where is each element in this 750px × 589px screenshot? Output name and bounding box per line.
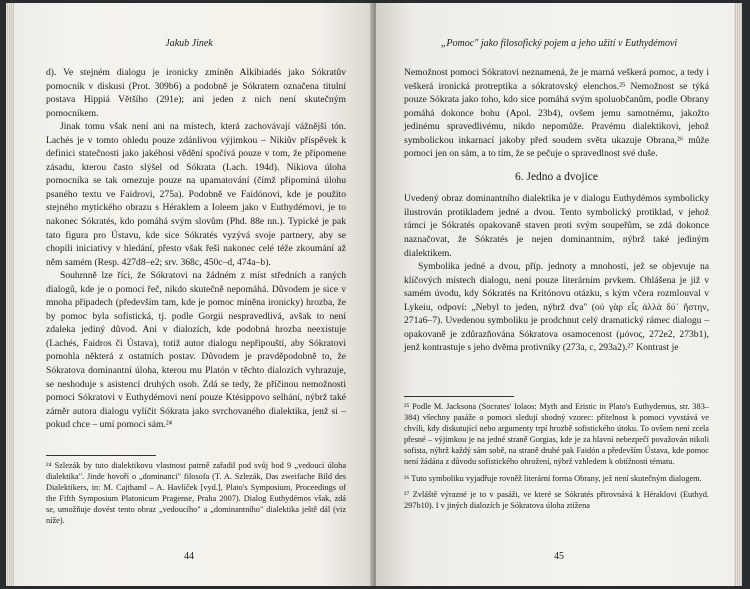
right-body-text bbox=[404, 66, 709, 355]
left-running-header: Jakub Jinek bbox=[165, 38, 213, 49]
left-paragraph-3: Souhrnně lze říci, že Sókratovi na žádném z míst středních a raných dialogů, kde je o pomoci řeč, nikdo skutečně nepomáhá. Důvodem je sice v mnoha případech (především tam, kde je pomoc míněna ironicky) hrozba, že by pomoc byla sofistická, tj. podle Gorgii nespravedlivá, avšak to není zdaleka jediný důvod. Ani v dialozích, kde podobná hrozba neexistuje (Lachés, Faidros či Ústava), totiž autor dialogu nepřipouští, aby Sókratovi pomohla některá z ostatních postav. Důvodem je pravděpodobně to, že Sókratova dominantní úloha, kterou mu Platón v těchto dialozích vyhrazuje, se neshoduje s asistencí druhých osob. Zdá se tedy, že příčinou nemožnosti pomoci Sókratovi v Euthydémovi není pouze Ktésippovo selhání, nýbrž také záměr autora dialogu vylíčit Sókrata jako svrchovaného dialektika, jenž si – pokud chce – umí pomoci sám.²⁴ bbox=[46, 270, 346, 431]
left-paragraph-1: d). Ve stejném dialogu je ironicky zmíněn Alkibiadés jako Sókratův pomocník v diskusi (Prot. 309b6) a podobně je Sókratem označena titulní postava Hippiá Většího (291e); ani jeden z nich není skutečným pomocníkem. bbox=[46, 67, 346, 119]
right-footnote-26: ²⁶ Tuto symboliku vyjadřuje rovněž literární forma Obrany, jež není skutečným dialogem. bbox=[404, 473, 702, 483]
section-heading: 6. Jedno a dvojice bbox=[514, 170, 599, 183]
book-spread bbox=[6, 3, 746, 586]
right-page bbox=[376, 3, 742, 586]
right-paragraph-2: Uvedený obraz dominantního dialektika je v dialogu Euthydémos symbolicky ilustrován protikladem jedné a dvou. Tento symbolický protiklad, v jehož rámci je Sókratés opakovaně staven proti svým soupeřům, se zdá dokonce naznačovat, že Sókratés je nejen dominantním, nýbrž také jediným dialektikem. bbox=[404, 193, 709, 259]
right-page-number: 45 bbox=[554, 551, 564, 562]
right-footnote-27: ²⁷ Zvláště výrazné je to v pasáži, ve které se Sókratés přirovnává k Héraklovi (Euthyd. 297b10). I v jiných dialozích je Sókratova úloha ztížena bbox=[404, 489, 709, 510]
right-paragraph-3: Symbolika jedné a dvou, příp. jednoty a mnohosti, jež se objevuje na klíčových místech dialogu, není pouze literárním prvkem. Ohlášena je již v samém úvodu, kdy Sókratés na Kritónovu otázku, s kým včera rozmlouval v Lykeiu, odpoví: „Nebyl to jeden, nýbrž dva" (οὐ γὰρ εἷς ἀλλὰ δύ᾽ ἤστην, 271a6–7). Uvedenou symboliku je prodchnut celý dramatický rámec dialogu – opakovaně je zdůrazňována Sókratova osamocenost (μόνος, 272e2, 273b1), jenž kontrastuje s jeho dvěma protivníky (273a, c, 293a2).²⁷ Kontrast je bbox=[404, 261, 709, 354]
left-body-text bbox=[46, 66, 346, 432]
page-edge-right bbox=[734, 3, 742, 586]
page-edge-left bbox=[6, 3, 14, 586]
left-footnote: ²⁴ Szlezák by tuto dialektikovu vlastnost patrně zařadil pod svůj bod 9 „vedoucí úloha dialektika". Jinde hovoří o „dominanci" filosofa (T. A. Szlezák, Das zweifache Bild des Dialektikers, in: M. Cajthaml – A. Havlíček [vyd.], Plato's Symposium, Proceedings of the Fifth Symposium Platonicum Pragense, Praha 2007). Dialog Euthydémos však, zdá se, umožňuje dovést tento obraz „vedoucího" a „dominantního" dialektika ještě dál (viz níže). bbox=[46, 461, 346, 526]
footnote-rule bbox=[404, 396, 514, 397]
right-footnotes bbox=[404, 401, 709, 511]
right-footnote-25: ²⁵ Podle M. Jacksona (Socrates' Iolaos: Myth and Eristic in Plato's Euthydemus, str. 383–384) všechny pasáže o pomoci sledují shodný vzorec: přítelnost k pomoci vyvstává ve chvíli, kdy diskutující nebo argumenty trpí hrozbě sofistického útoku. To ovšem není zcela přesné – výjimkou je na jedné straně Gorgias, kde je za hlavní nebezpečí považován nikoli sofista, nýbrž každý sám sobě, na straně druhé pak Faidón a především Ústava, kde pomoc není žádána z důvodu sofistického ohrožení, nýbrž vzhledem k obtížnosti tématu. bbox=[404, 402, 709, 467]
right-running-header: „Pomoc" jako filosofický pojem a jeho užití v Euthydémovi bbox=[440, 38, 678, 49]
left-page-number: 44 bbox=[184, 551, 194, 562]
footnote-rule bbox=[46, 455, 156, 456]
right-paragraph-1: Nemožnost pomoci Sókratovi neznamená, že je marná veškerá pomoc, a tedy i veškerá ironická protreptika a sókratovský elenchos.²⁵ Nemožnost se týká pouze Sókrata jako toho, kdo sice pomáhá svým spoluobčanům, podle Obrany pomáhá dokonce bohu (Apol. 23b4), ovšem jemu samotnému, jakožto jedinému spravedlivému, nikdo nepomůže. Pravému dialektikovi, jehož symbolickou inkarnací jakoby před soudem světa ukazuje Obrana,²⁶ může pomoci jen on sám, a to tím, že se pečuje o spravedlnost své duše. bbox=[404, 67, 709, 160]
left-page bbox=[6, 3, 372, 586]
left-paragraph-2: Jinak tomu však není ani na místech, která zachovávají vážnější tón. Lachés je v tomto ohledu pouze zdánlivou výjimkou – Nikiův příspěvek k definici statečnosti jako jakéhosi vědění spočívá pouze v tom, že připomene zásadu, kterou často slýšel od Sókrata (Lach. 194d). Nikiova úloha pomocníka se tak omezuje pouze na upamatování (čímž připomíná úlohu psaného textu ve Faidrovi, 275a). Podobně ve Faidónovi, kde je použito stejného mytického obrazu s Héraklem a Ioleem jako v Euthydémovi, je to nakonec Sókratés, kdo pomáhá svým slovům (Phd. 88e nn.). Typické je pak tato figura pro Ústavu, kde sice Sókratés vyzývá svoje partnery, aby se chopili iniciativy v hledání, přesto však řeší nakonec celé téže zkoumání až něm samém (Resp. 427d8–e2; srv. 368c, 450c–d, 474a–b). bbox=[46, 121, 346, 268]
